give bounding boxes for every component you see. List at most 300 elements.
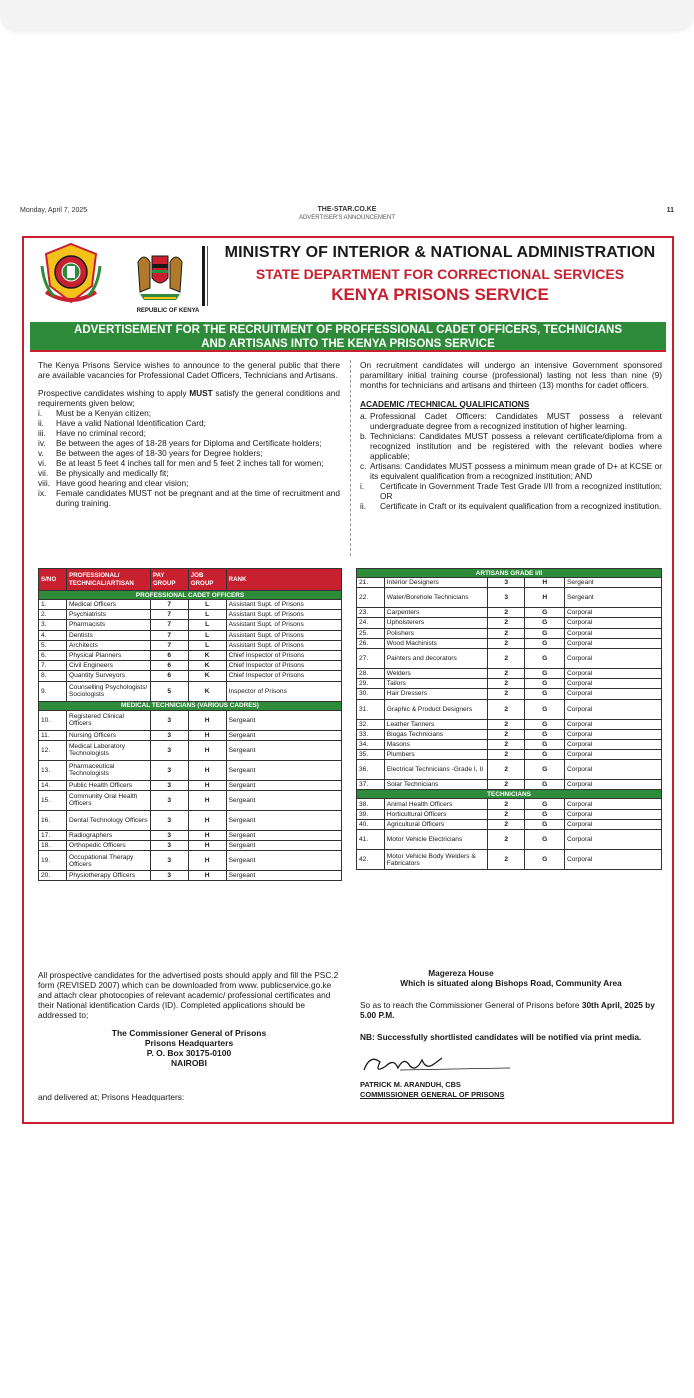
cell-job-group: G bbox=[525, 628, 565, 638]
cell-pay-group: 2 bbox=[487, 819, 525, 829]
cell-job-group: H bbox=[188, 710, 226, 730]
requirement-item-number: i. bbox=[38, 408, 43, 418]
header-pay-group: PAY GROUP bbox=[150, 569, 188, 591]
section-header-row bbox=[39, 591, 342, 600]
cell-pay-group: 7 bbox=[150, 620, 188, 630]
table-row bbox=[357, 819, 662, 829]
cell-sno: 7. bbox=[39, 661, 67, 671]
cell-rank: Corporal bbox=[565, 760, 662, 780]
signature-icon bbox=[360, 1048, 520, 1080]
cell-pay-group: 2 bbox=[487, 850, 525, 870]
cell-post: Motor Vehicle Electricians bbox=[384, 830, 487, 850]
cell-rank: Corporal bbox=[565, 699, 662, 719]
cell-rank: Inspector of Prisons bbox=[226, 681, 341, 701]
cell-job-group: L bbox=[188, 640, 226, 650]
cell-sno: 5. bbox=[39, 640, 67, 650]
table-row bbox=[357, 729, 662, 739]
qualification-item-text: Artisans: Candidates MUST possess a minimum mean grade of D+ at KCSE or its equivalent qualification from a recognized institution; AND bbox=[370, 461, 662, 481]
cell-sno: 15. bbox=[39, 790, 67, 810]
header-job-group: JOB GROUP bbox=[188, 569, 226, 591]
conditions-must: MUST bbox=[189, 388, 213, 398]
page-number: 11 bbox=[666, 207, 674, 214]
table-row bbox=[357, 739, 662, 749]
cell-post: Nursing Officers bbox=[66, 730, 150, 740]
cell-post: Animal Health Officers bbox=[384, 799, 487, 809]
cell-pay-group: 3 bbox=[150, 851, 188, 871]
address-line-1: The Commissioner General of Prisons bbox=[111, 1028, 267, 1038]
cell-post: Leather Tanners bbox=[384, 719, 487, 729]
cell-post: Electrical Technicians -Grade I, II bbox=[384, 760, 487, 780]
cell-rank: Assistant Supt. of Prisons bbox=[226, 630, 341, 640]
cell-post: Civil Engineers bbox=[66, 661, 150, 671]
cell-post: Tailors bbox=[384, 679, 487, 689]
requirement-item bbox=[38, 408, 340, 418]
column-divider bbox=[350, 360, 351, 556]
cell-rank: Sergeant bbox=[226, 740, 341, 760]
logo-block bbox=[40, 242, 220, 322]
signatory-title: COMMISSIONER GENERAL OF PRISONS bbox=[360, 1090, 505, 1099]
cell-post: Physiotherapy Officers bbox=[66, 871, 150, 881]
cell-post: Orthopedic Officers bbox=[66, 841, 150, 851]
cell-rank: Corporal bbox=[565, 638, 662, 648]
table-row bbox=[39, 810, 342, 830]
sub-qualification-item-text: Certificate in Craft or its equivalent qualification from a recognized institution. bbox=[380, 501, 662, 511]
cell-post: Pharmacists bbox=[66, 620, 150, 630]
table-right-body bbox=[357, 569, 662, 870]
cell-rank: Corporal bbox=[565, 750, 662, 760]
cell-pay-group: 2 bbox=[487, 679, 525, 689]
cell-sno: 22. bbox=[357, 588, 385, 608]
cell-post: Counselling Psychologists/ Sociologists bbox=[66, 681, 150, 701]
qualification-item bbox=[360, 431, 662, 461]
cell-job-group: G bbox=[525, 780, 565, 790]
cell-sno: 21. bbox=[357, 578, 385, 588]
header-divider-accent bbox=[207, 246, 208, 306]
delivered-at: and delivered at; Prisons Headquarters: bbox=[38, 1092, 185, 1102]
cell-sno: 32. bbox=[357, 719, 385, 729]
cell-sno: 20. bbox=[39, 871, 67, 881]
sub-qualification-item bbox=[360, 481, 662, 501]
section-header-row bbox=[39, 701, 342, 710]
requirement-item-number: ix. bbox=[38, 488, 47, 498]
table-row bbox=[39, 790, 342, 810]
cell-rank: Corporal bbox=[565, 608, 662, 618]
cell-job-group: L bbox=[188, 610, 226, 620]
cell-post: Horticultural Officers bbox=[384, 809, 487, 819]
cell-rank: Sergeant bbox=[226, 780, 341, 790]
table-row bbox=[39, 710, 342, 730]
cell-pay-group: 5 bbox=[150, 681, 188, 701]
requirement-item bbox=[38, 418, 340, 428]
apply-paragraph: All prospective candidates for the advertised posts should apply and fill the PSC.2 form (REVISED 2007) which can be downloaded from www. publicservice.go.ke and attach clear photocopies of relevant academic/ professional certificates and their National identification Cards (ID). Completed applications should be addressed to; bbox=[38, 970, 339, 1020]
cell-sno: 23. bbox=[357, 608, 385, 618]
cell-sno: 2. bbox=[39, 610, 67, 620]
cell-pay-group: 7 bbox=[150, 610, 188, 620]
qualifications-heading: ACADEMIC /TECHNICAL QUALIFICATIONS bbox=[360, 399, 530, 409]
cell-sno: 13. bbox=[39, 760, 67, 780]
cell-job-group: L bbox=[188, 600, 226, 610]
cell-sno: 40. bbox=[357, 819, 385, 829]
cell-post: Masons bbox=[384, 739, 487, 749]
coat-of-arms-icon bbox=[130, 248, 190, 304]
table-row bbox=[357, 648, 662, 668]
cell-pay-group: 3 bbox=[150, 810, 188, 830]
section-name: ADVERTISER'S ANNOUNCEMENT bbox=[298, 215, 396, 221]
table-row bbox=[357, 628, 662, 638]
cell-job-group: K bbox=[188, 661, 226, 671]
cell-post: Interior Designers bbox=[384, 578, 487, 588]
qualification-item-number: a. bbox=[360, 411, 367, 421]
cell-pay-group: 3 bbox=[150, 760, 188, 780]
cell-sno: 19. bbox=[39, 851, 67, 871]
signature-area bbox=[360, 1048, 662, 1080]
table-row bbox=[39, 620, 342, 630]
cell-job-group: H bbox=[525, 588, 565, 608]
service-title: KENYA PRISONS SERVICE bbox=[331, 285, 549, 304]
closing-notes bbox=[360, 968, 662, 1100]
qualifications-list bbox=[360, 411, 662, 481]
table-row bbox=[357, 719, 662, 729]
cell-pay-group: 6 bbox=[150, 661, 188, 671]
cell-sno: 8. bbox=[39, 671, 67, 681]
cell-pay-group: 2 bbox=[487, 689, 525, 699]
masthead-center bbox=[20, 205, 674, 223]
table-row bbox=[39, 640, 342, 650]
cell-rank: Sergeant bbox=[565, 578, 662, 588]
cell-job-group: G bbox=[525, 739, 565, 749]
table-row bbox=[357, 578, 662, 588]
training-column bbox=[360, 360, 662, 511]
cell-sno: 3. bbox=[39, 620, 67, 630]
qualification-item-text: Technicians: Candidates MUST possess a relevant certificate/diploma from a recognized institution and be registered with the relevant bodies where applicable; bbox=[370, 431, 662, 461]
intro-paragraph: The Kenya Prisons Service wishes to announce to the general public that there are available vacancies for Professional Cadet Officers, Technicians and Artisans. bbox=[38, 360, 340, 380]
requirement-item bbox=[38, 488, 340, 508]
cell-rank: Sergeant bbox=[565, 588, 662, 608]
table-row bbox=[39, 661, 342, 671]
vacancies-table-right bbox=[356, 568, 662, 870]
cell-job-group: H bbox=[188, 730, 226, 740]
cell-post: Psychiatrists bbox=[66, 610, 150, 620]
cell-rank: Corporal bbox=[565, 809, 662, 819]
cell-job-group: G bbox=[525, 648, 565, 668]
cell-pay-group: 2 bbox=[487, 750, 525, 760]
deadline-paragraph bbox=[360, 1000, 662, 1020]
issue-date: Monday, April 7, 2025 bbox=[20, 207, 88, 214]
requirement-item-text: Be at least 5 feet 4 inches tall for men and 5 feet 2 inches tall for women; bbox=[56, 458, 324, 468]
address-line-3: P. O. Box 30175-0100 bbox=[146, 1048, 232, 1058]
qualification-item-number: c. bbox=[360, 461, 367, 471]
address-line-2: Prisons Headquarters bbox=[144, 1038, 234, 1048]
table-row bbox=[39, 610, 342, 620]
requirement-item-number: vii. bbox=[38, 468, 49, 478]
cell-pay-group: 6 bbox=[150, 671, 188, 681]
cell-job-group: G bbox=[525, 608, 565, 618]
cell-job-group: K bbox=[188, 671, 226, 681]
cell-sno: 28. bbox=[357, 668, 385, 678]
cell-rank: Assistant Supt. of Prisons bbox=[226, 600, 341, 610]
cell-rank: Sergeant bbox=[226, 760, 341, 780]
cell-post: Polishers bbox=[384, 628, 487, 638]
cell-post: Motor Vehicle Body Welders & Fabricators bbox=[384, 850, 487, 870]
vacancies-table-left bbox=[38, 568, 342, 881]
section-title: PROFESSIONAL CADET OFFICERS bbox=[39, 591, 342, 600]
requirement-item-number: iii. bbox=[38, 428, 46, 438]
cell-job-group: G bbox=[525, 679, 565, 689]
cell-sno: 30. bbox=[357, 689, 385, 699]
cell-job-group: H bbox=[188, 841, 226, 851]
banner-line-1: ADVERTISEMENT FOR THE RECRUITMENT OF PROFFESSIONAL CADET OFFICERS, TECHNICIANS bbox=[74, 324, 622, 336]
cell-post: Graphic & Product Designers bbox=[384, 699, 487, 719]
cell-pay-group: 2 bbox=[487, 699, 525, 719]
conditions-text-a: Prospective candidates wishing to apply bbox=[38, 388, 187, 398]
requirement-item-text: Be physically and medically fit; bbox=[56, 468, 169, 478]
table-row bbox=[39, 730, 342, 740]
table-row bbox=[39, 830, 342, 840]
cell-post: Hair Dressers bbox=[384, 689, 487, 699]
cell-post: Solar Technicians bbox=[384, 780, 487, 790]
ministry-title: MINISTRY OF INTERIOR & NATIONAL ADMINISTRATION bbox=[224, 244, 656, 261]
table-row bbox=[357, 608, 662, 618]
cell-pay-group: 2 bbox=[487, 668, 525, 678]
section-title: TECHNICIANS bbox=[357, 790, 662, 799]
table-row bbox=[357, 618, 662, 628]
table-row bbox=[357, 760, 662, 780]
application-instructions bbox=[38, 970, 340, 1102]
table-row bbox=[357, 668, 662, 678]
section-header-row bbox=[357, 790, 662, 799]
cell-sno: 26. bbox=[357, 638, 385, 648]
republic-label: REPUBLIC OF KENYA bbox=[136, 308, 200, 314]
requirement-item-text: Be between the ages of 18-30 years for Degree holders; bbox=[56, 448, 263, 458]
cell-job-group: G bbox=[525, 799, 565, 809]
cell-job-group: H bbox=[188, 790, 226, 810]
table-row bbox=[39, 780, 342, 790]
deadline-date: 30th April, 2025 by 5.00 P.M. bbox=[360, 1000, 655, 1020]
table-row bbox=[39, 681, 342, 701]
cell-pay-group: 3 bbox=[150, 830, 188, 840]
cell-sno: 29. bbox=[357, 679, 385, 689]
section-title: MEDICAL TECHNICIANS (VARIOUS CADRES) bbox=[39, 701, 342, 710]
cell-sno: 11. bbox=[39, 730, 67, 740]
cell-rank: Assistant Supt. of Prisons bbox=[226, 620, 341, 630]
requirement-item-number: vi. bbox=[38, 458, 47, 468]
cell-pay-group: 3 bbox=[487, 578, 525, 588]
cell-post: Medical Laboratory Technologists bbox=[66, 740, 150, 760]
cell-post: Painters and decorators bbox=[384, 648, 487, 668]
requirement-item-number: iv. bbox=[38, 438, 46, 448]
requirement-item-text: Have no criminal record; bbox=[56, 428, 146, 438]
table-row bbox=[357, 809, 662, 819]
cell-rank: Corporal bbox=[565, 799, 662, 809]
cell-rank: Assistant Supt. of Prisons bbox=[226, 640, 341, 650]
cell-post: Pharmaceutical Technologists bbox=[66, 760, 150, 780]
sub-qualification-item-text: Certificate in Government Trade Test Grade I/II from a recognized institution; OR bbox=[380, 481, 662, 501]
cell-rank: Corporal bbox=[565, 830, 662, 850]
cell-sno: 34. bbox=[357, 739, 385, 749]
cell-sno: 33. bbox=[357, 729, 385, 739]
header-divider bbox=[202, 246, 205, 306]
requirement-item bbox=[38, 438, 340, 448]
cell-sno: 17. bbox=[39, 830, 67, 840]
cell-rank: Corporal bbox=[565, 739, 662, 749]
cell-sno: 10. bbox=[39, 710, 67, 730]
header-sno: S/NO bbox=[39, 569, 67, 591]
cell-rank: Sergeant bbox=[226, 810, 341, 830]
cell-post: Agricultural Officers bbox=[384, 819, 487, 829]
cell-pay-group: 2 bbox=[487, 809, 525, 819]
cell-pay-group: 2 bbox=[487, 739, 525, 749]
table-left-body bbox=[39, 591, 342, 881]
cell-job-group: G bbox=[525, 638, 565, 648]
cell-post: Public Health Officers bbox=[66, 780, 150, 790]
cell-job-group: K bbox=[188, 650, 226, 660]
requirement-item bbox=[38, 428, 340, 438]
requirement-item-text: Have good hearing and clear vision; bbox=[56, 478, 189, 488]
cell-sno: 18. bbox=[39, 841, 67, 851]
requirement-item-number: ii. bbox=[38, 418, 44, 428]
cell-job-group: H bbox=[525, 578, 565, 588]
cell-job-group: H bbox=[188, 760, 226, 780]
cell-post: Biogas Technicians bbox=[384, 729, 487, 739]
table-row bbox=[357, 830, 662, 850]
cell-pay-group: 3 bbox=[150, 780, 188, 790]
cell-job-group: L bbox=[188, 620, 226, 630]
cell-rank: Sergeant bbox=[226, 841, 341, 851]
qualification-item bbox=[360, 461, 662, 481]
site-name: THE-STAR.CO.KE bbox=[317, 206, 377, 213]
cell-job-group: H bbox=[188, 740, 226, 760]
cell-sno: 39. bbox=[357, 809, 385, 819]
cell-rank: Corporal bbox=[565, 719, 662, 729]
cell-sno: 9. bbox=[39, 681, 67, 701]
cell-rank: Corporal bbox=[565, 628, 662, 638]
header-rank: RANK bbox=[226, 569, 341, 591]
requirement-item-text: Female candidates MUST not be pregnant and at the time of recruitment and during training. bbox=[56, 488, 340, 508]
requirement-item bbox=[38, 478, 340, 488]
table-row bbox=[39, 841, 342, 851]
cell-sno: 31. bbox=[357, 699, 385, 719]
cell-job-group: H bbox=[188, 780, 226, 790]
cell-job-group: K bbox=[188, 681, 226, 701]
cell-sno: 6. bbox=[39, 650, 67, 660]
cell-rank: Assistant Supt. of Prisons bbox=[226, 610, 341, 620]
requirements-list bbox=[38, 408, 340, 508]
prisons-emblem-icon bbox=[40, 242, 102, 308]
cell-post: Community Oral Health Officers bbox=[66, 790, 150, 810]
cell-rank: Corporal bbox=[565, 668, 662, 678]
cell-post: Carpenters bbox=[384, 608, 487, 618]
table-row bbox=[357, 750, 662, 760]
cell-job-group: G bbox=[525, 760, 565, 780]
cell-job-group: G bbox=[525, 668, 565, 678]
cell-post: Occupational Therapy Officers bbox=[66, 851, 150, 871]
cell-job-group: G bbox=[525, 729, 565, 739]
cell-pay-group: 2 bbox=[487, 648, 525, 668]
advert-banner bbox=[30, 322, 666, 352]
conditions-paragraph bbox=[38, 388, 340, 408]
sub-qualification-item-number: i. bbox=[360, 481, 365, 491]
nb-note: NB: Successfully shortlisted candidates will be notified via print media. bbox=[360, 1032, 642, 1042]
cell-rank: Sergeant bbox=[226, 871, 341, 881]
cell-sno: 37. bbox=[357, 780, 385, 790]
table-row bbox=[357, 689, 662, 699]
table-row bbox=[39, 871, 342, 881]
cell-pay-group: 2 bbox=[487, 780, 525, 790]
requirement-item bbox=[38, 448, 340, 458]
cell-sno: 14. bbox=[39, 780, 67, 790]
intro-column bbox=[38, 360, 340, 508]
cell-rank: Corporal bbox=[565, 679, 662, 689]
cell-sno: 38. bbox=[357, 799, 385, 809]
cell-job-group: G bbox=[525, 689, 565, 699]
requirement-item-number: v. bbox=[38, 448, 44, 458]
address-line-4: NAIROBI bbox=[171, 1058, 207, 1068]
cell-job-group: H bbox=[188, 871, 226, 881]
cell-post: Dentists bbox=[66, 630, 150, 640]
cell-post: Wood Machinists bbox=[384, 638, 487, 648]
cell-job-group: L bbox=[188, 630, 226, 640]
section-title: ARTISANS GRADE I/II bbox=[357, 569, 662, 578]
table-row bbox=[39, 740, 342, 760]
requirement-item-number: viii. bbox=[38, 478, 50, 488]
deadline-text: So as to reach the Commissioner General of Prisons before bbox=[360, 1000, 580, 1010]
table-row bbox=[39, 851, 342, 871]
cell-sno: 4. bbox=[39, 630, 67, 640]
cell-post: Radiographers bbox=[66, 830, 150, 840]
magereza-line-2: Which is situated along Bishops Road, Community Area bbox=[400, 978, 622, 988]
cell-sno: 24. bbox=[357, 618, 385, 628]
cell-pay-group: 2 bbox=[487, 618, 525, 628]
cell-pay-group: 2 bbox=[487, 760, 525, 780]
cell-pay-group: 7 bbox=[150, 630, 188, 640]
cell-job-group: H bbox=[188, 830, 226, 840]
cell-post: Welders bbox=[384, 668, 487, 678]
table-row bbox=[39, 760, 342, 780]
newspaper-masthead bbox=[20, 205, 674, 229]
cell-pay-group: 2 bbox=[487, 719, 525, 729]
cell-post: Registered Clinical Officers bbox=[66, 710, 150, 730]
cell-rank: Chief Inspector of Prisons bbox=[226, 661, 341, 671]
table-row bbox=[357, 850, 662, 870]
cell-rank: Corporal bbox=[565, 618, 662, 628]
cell-pay-group: 3 bbox=[150, 871, 188, 881]
cell-rank: Sergeant bbox=[226, 830, 341, 840]
table-row bbox=[39, 630, 342, 640]
cell-rank: Sergeant bbox=[226, 851, 341, 871]
cell-post: Dental Technology Officers bbox=[66, 810, 150, 830]
table-header-row bbox=[39, 569, 342, 591]
cell-job-group: G bbox=[525, 750, 565, 760]
cell-post: Water/Borehole Technicians bbox=[384, 588, 487, 608]
cell-pay-group: 3 bbox=[487, 588, 525, 608]
cell-pay-group: 6 bbox=[150, 650, 188, 660]
cell-rank: Corporal bbox=[565, 850, 662, 870]
cell-rank: Corporal bbox=[565, 780, 662, 790]
qualification-item-number: b. bbox=[360, 431, 367, 441]
table-row bbox=[357, 588, 662, 608]
header-post: PROFESSIONAL/ TECHNICAL/ARTISAN bbox=[66, 569, 150, 591]
requirement-item-text: Be between the ages of 18-28 years for Diploma and Certificate holders; bbox=[56, 438, 322, 448]
table-row bbox=[357, 679, 662, 689]
magereza-house bbox=[360, 968, 662, 988]
cell-rank: Corporal bbox=[565, 689, 662, 699]
cell-pay-group: 2 bbox=[487, 638, 525, 648]
department-title: STATE DEPARTMENT FOR CORRECTIONAL SERVICES bbox=[255, 266, 625, 282]
cell-pay-group: 2 bbox=[487, 830, 525, 850]
cell-rank: Corporal bbox=[565, 819, 662, 829]
cell-job-group: G bbox=[525, 850, 565, 870]
table-row bbox=[39, 600, 342, 610]
